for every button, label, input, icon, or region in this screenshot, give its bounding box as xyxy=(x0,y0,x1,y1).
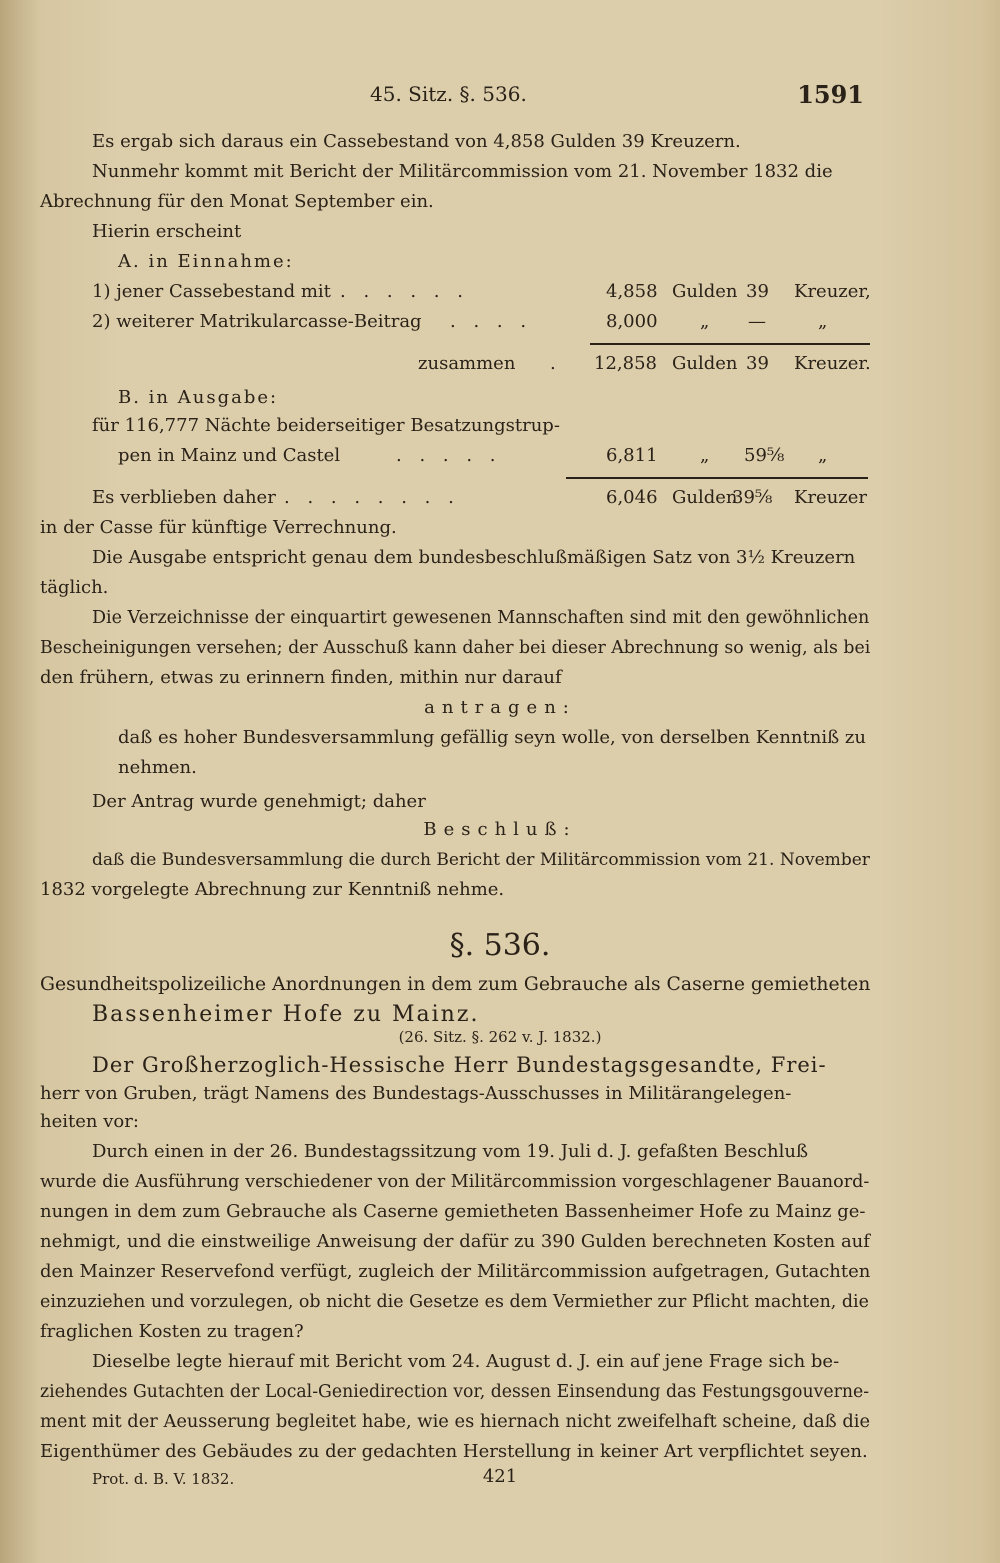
paragraph-line: ment mit der Aeusserung begleitet habe, wie es hiernach nicht zweifelhaft scheine, daß die xyxy=(40,1411,871,1432)
section-title: Bassenheimer Hofe zu Mainz. xyxy=(92,1002,480,1027)
amount: 8,000 xyxy=(606,311,658,332)
ditto-mark: „ xyxy=(818,311,828,332)
leader-dots: . . . . . xyxy=(396,445,502,466)
currency-unit: Gulden xyxy=(672,487,738,508)
currency-unit: Gulden xyxy=(672,353,738,374)
leader-dots: . . . . . . xyxy=(340,281,469,302)
paragraph-line: ziehendes Gutachten der Local-Geniedirection vor, dessen Einsendung das Festungsgouverne- xyxy=(40,1382,870,1402)
paragraph-line: Bescheinigungen versehen; der Ausschuß kann daher bei dieser Abrechnung so wenig, als bei xyxy=(40,638,871,658)
einnahme-row-label: 1) jener Cassebestand mit xyxy=(92,281,331,302)
ausgabe-heading: B. in Ausgabe: xyxy=(118,387,279,408)
intro-line: Abrechnung für den Monat September ein. xyxy=(40,191,434,212)
paragraph-line: täglich. xyxy=(40,577,109,598)
paragraph-line: Dieselbe legte hierauf mit Bericht vom 24. August d. J. ein auf jene Frage sich be- xyxy=(92,1351,840,1372)
einnahme-heading: A. in Einnahme: xyxy=(118,251,294,272)
currency-unit: Kreuzer xyxy=(794,487,868,508)
paragraph-line: Durch einen in der 26. Bundestagssitzung vom 19. Juli d. J. gefaßten Beschluß xyxy=(92,1141,808,1162)
antrag-line: nehmen. xyxy=(118,757,197,778)
page-number: 1591 xyxy=(797,80,864,109)
kreuzer-amount: 59⁵⁄₈ xyxy=(744,445,785,466)
leader-dots: . xyxy=(550,353,556,374)
sum-rule xyxy=(590,343,870,345)
paragraph-line: Eigenthümer des Gebäudes zu der gedachten Herstellung in keiner Art verpflichtet seyen. xyxy=(40,1441,868,1462)
currency-unit: Kreuzer. xyxy=(794,353,871,374)
paragraph-line: wurde die Ausführung verschiedener von der Militärcommission vorgeschlagener Bauanord- xyxy=(40,1172,870,1192)
verblieben-label: Es verblieben daher xyxy=(92,487,276,508)
antragen-label: antragen: xyxy=(424,697,576,718)
paragraph-line: Die Ausgabe entspricht genau dem bundesbeschlußmäßigen Satz von 3½ Kreuzern xyxy=(92,547,856,568)
ausgabe-line: für 116,777 Nächte beiderseitiger Besatzungstrup- xyxy=(92,415,560,436)
running-title: 45. Sitz. §. 536. xyxy=(370,82,527,106)
section-title: Gesundheitspolizeiliche Anordnungen in dem zum Gebrauche als Caserne gemietheten xyxy=(40,974,871,995)
genehmigt-line: Der Antrag wurde genehmigt; daher xyxy=(92,791,426,812)
kreuzer-amount: 39 xyxy=(746,353,769,374)
leader-dots: . . . . xyxy=(450,311,533,332)
beschluss-line: daß die Bundesversammlung die durch Bericht der Militärcommission vom 21. November xyxy=(92,850,870,870)
paragraph-line: den frühern, etwas zu erinnern finden, mithin nur darauf xyxy=(40,667,562,688)
intro-line: Hierin erscheint xyxy=(92,221,242,242)
paragraph-line: herr von Gruben, trägt Namens des Bundestags-Ausschusses in Militärangelegen- xyxy=(40,1083,792,1104)
paragraph-line: den Mainzer Reservefond verfügt, zugleich der Militärcommission aufgetragen, Gutachten xyxy=(40,1261,871,1282)
paragraph-line: einzuziehen und vorzulegen, ob nicht die Gesetze es dem Vermiether zur Pflicht machten, die xyxy=(40,1292,869,1312)
intro-line: Nunmehr kommt mit Bericht der Militärcommission vom 21. November 1832 die xyxy=(92,161,833,182)
amount: 6,811 xyxy=(606,445,658,466)
paragraph-line: heiten vor: xyxy=(40,1111,139,1132)
beschluss-label: Beschluß: xyxy=(423,819,577,840)
section-number: §. 536. xyxy=(449,928,551,963)
paragraph-line: Die Verzeichnisse der einquartirt gewesenen Mannschaften sind mit den gewöhnlichen xyxy=(92,608,870,628)
amount: 6,046 xyxy=(606,487,658,508)
amount: 12,858 xyxy=(594,353,657,374)
paragraph-line: nehmigt, und die einstweilige Anweisung der dafür zu 390 Gulden berechneten Kosten auf xyxy=(40,1231,870,1252)
signature-mark: Prot. d. B. V. 1832. xyxy=(92,1470,235,1488)
amount: 4,858 xyxy=(606,281,658,302)
difference-rule xyxy=(566,477,868,479)
currency-unit: Kreuzer, xyxy=(794,281,871,302)
ditto-mark: „ xyxy=(700,311,710,332)
verblieben-continuation: in der Casse für künftige Verrechnung. xyxy=(40,517,397,538)
paragraph-line: Der Großherzoglich-Hessische Herr Bundestagsgesandte, Frei- xyxy=(92,1053,827,1077)
intro-line: Es ergab sich daraus ein Cassebestand von 4,858 Gulden 39 Kreuzern. xyxy=(92,131,741,152)
ausgabe-line: pen in Mainz und Castel xyxy=(118,445,341,466)
sheet-number: 421 xyxy=(482,1466,518,1487)
antrag-line: daß es hoher Bundesversammlung gefällig seyn wolle, von derselben Kenntniß zu xyxy=(118,727,866,748)
ditto-mark: „ xyxy=(700,445,710,466)
dash: — xyxy=(748,311,766,332)
kreuzer-amount: 39⁵⁄₈ xyxy=(732,487,773,508)
ditto-mark: „ xyxy=(818,445,828,466)
zusammen-label: zusammen xyxy=(418,353,516,374)
paragraph-line: nungen in dem zum Gebrauche als Caserne gemietheten Bassenheimer Hofe zu Mainz ge- xyxy=(40,1201,866,1222)
leader-dots: . . . . . . . . xyxy=(284,487,460,508)
kreuzer-amount: 39 xyxy=(746,281,769,302)
currency-unit: Gulden xyxy=(672,281,738,302)
section-reference: (26. Sitz. §. 262 v. J. 1832.) xyxy=(398,1028,602,1046)
einnahme-row-label: 2) weiterer Matrikularcasse-Beitrag xyxy=(92,311,422,332)
beschluss-line: 1832 vorgelegte Abrechnung zur Kenntniß nehme. xyxy=(40,879,505,900)
paragraph-line: fraglichen Kosten zu tragen? xyxy=(40,1321,304,1342)
